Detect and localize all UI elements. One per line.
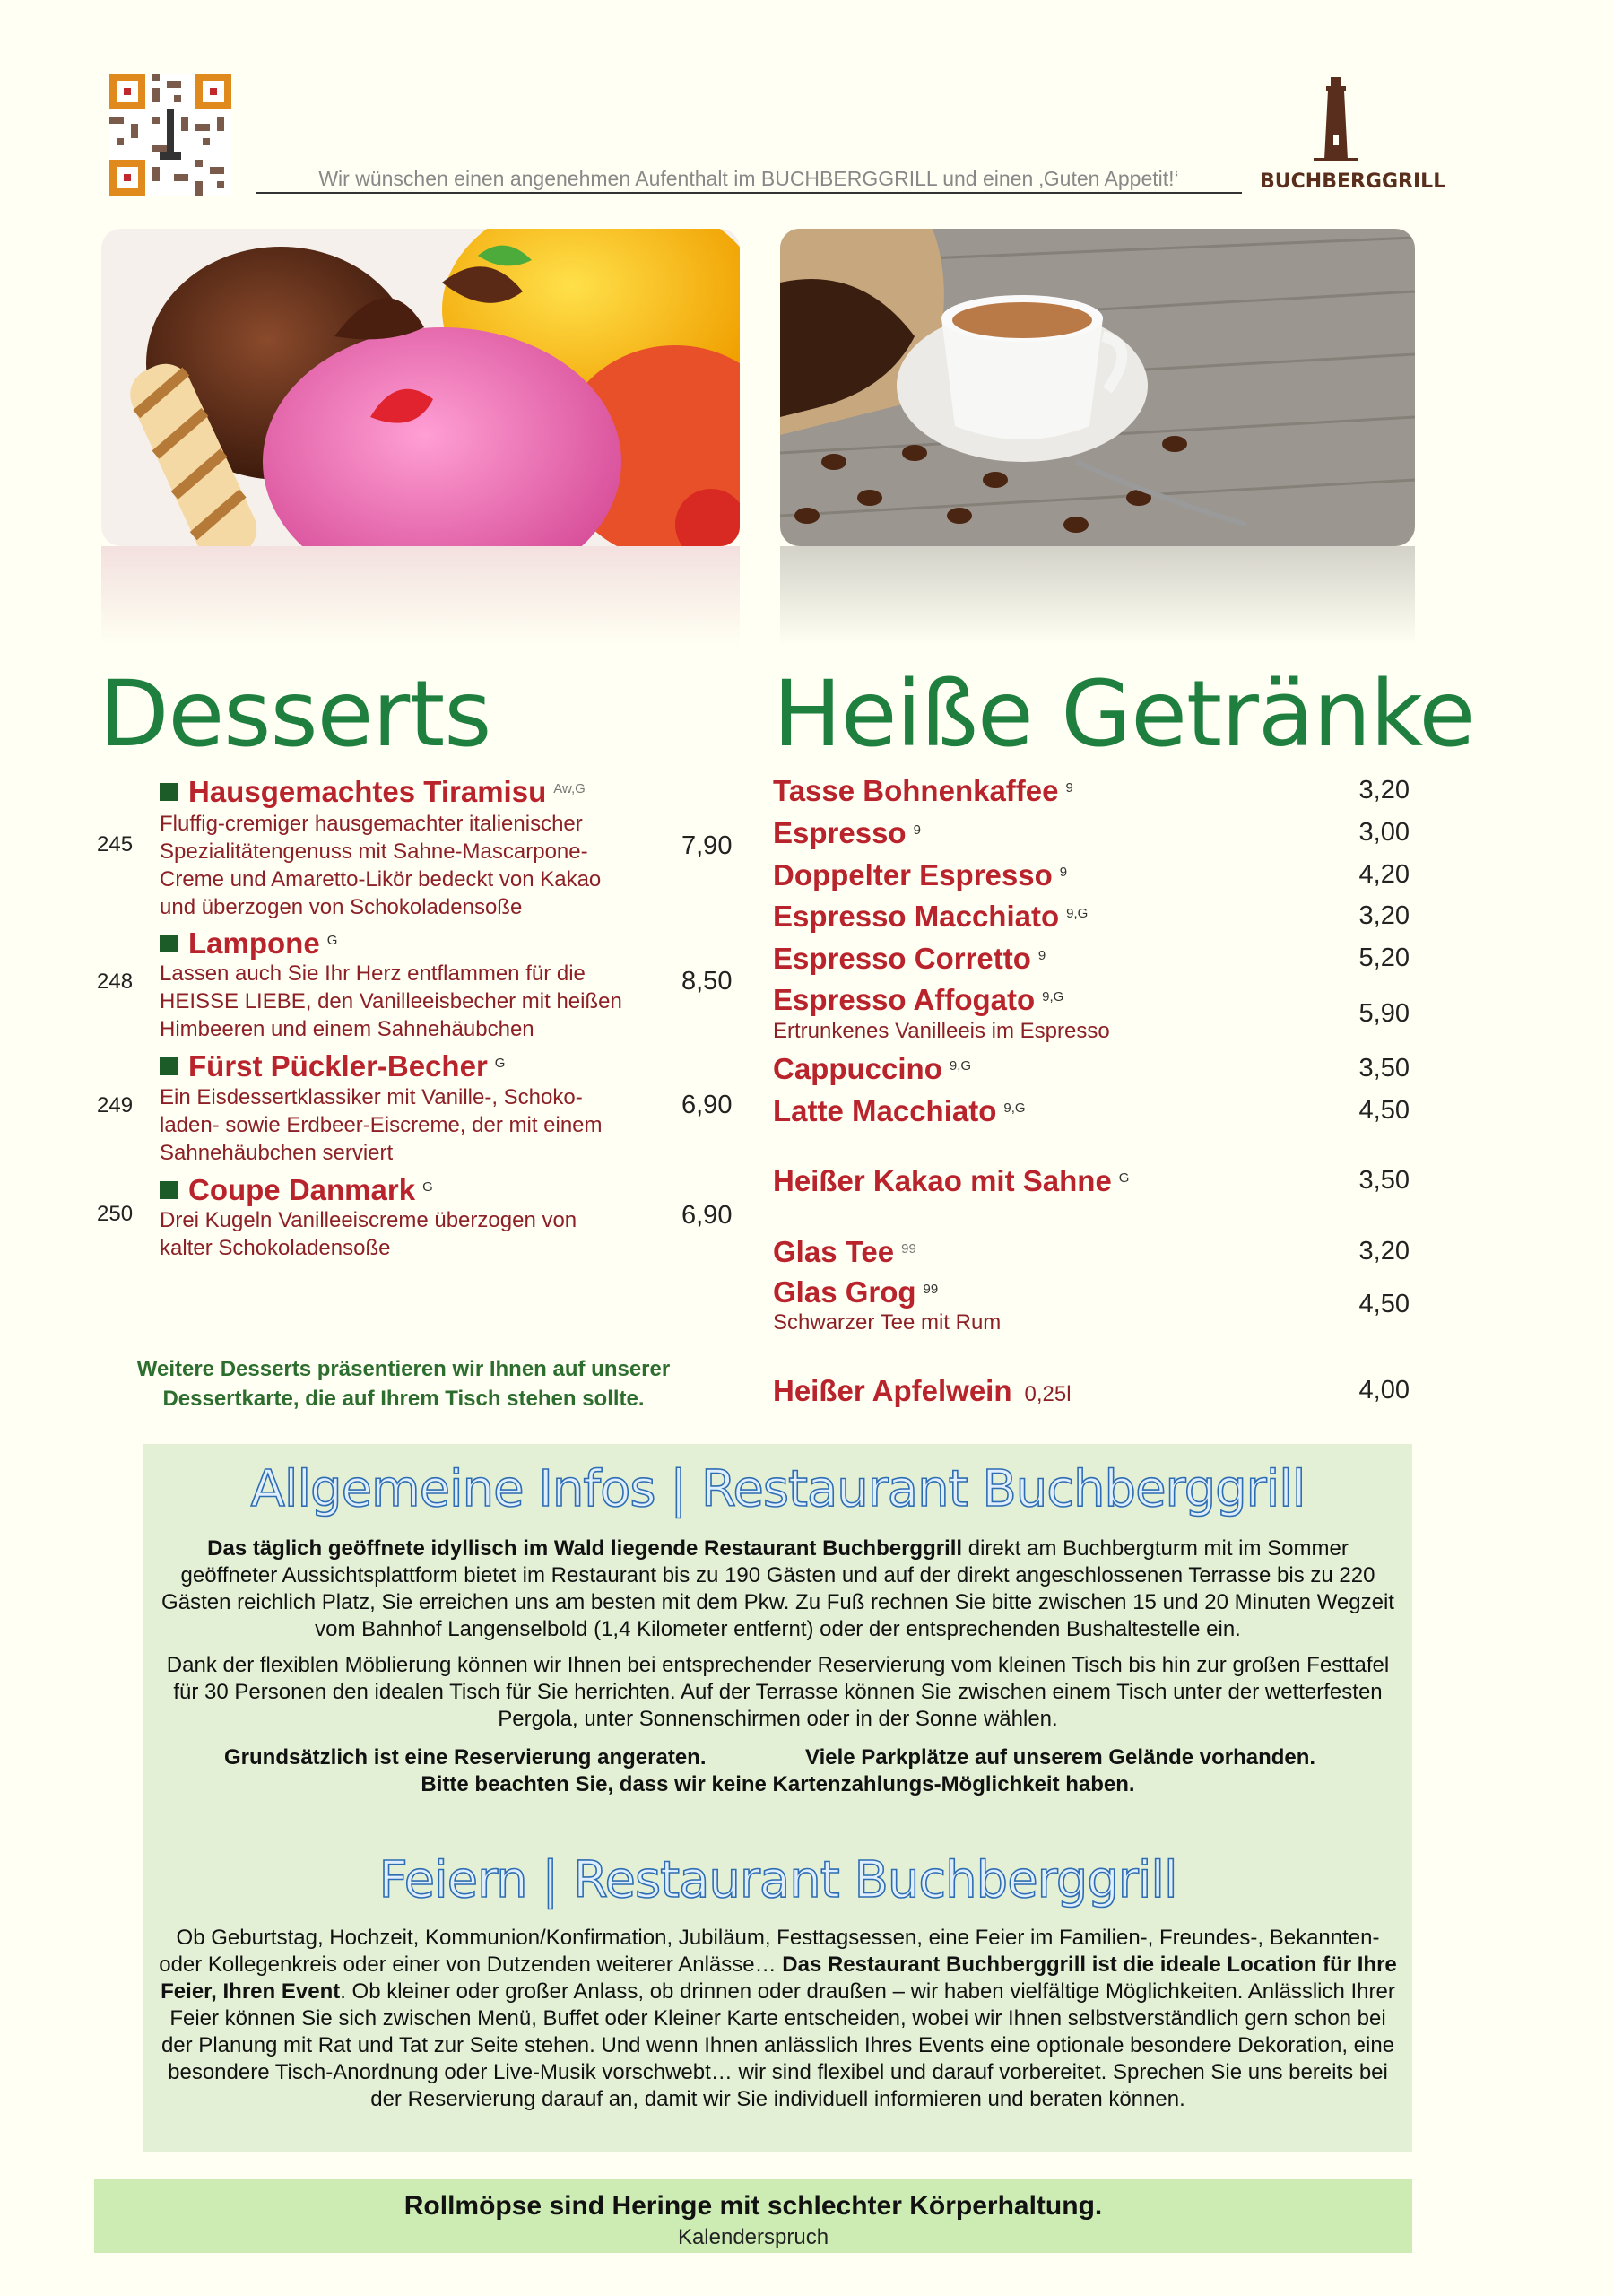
drink-name: Doppelter Espresso $^9$ [773,858,1068,891]
coffee-photo-reflection [780,546,1415,645]
allergen-codes: Aw,G [553,781,586,796]
info-title: Allgemeine Infos | Restaurant Buchberggrill [250,1460,1306,1518]
coffee-photo [780,229,1415,546]
drink-name: Cappuccino $^{9,G}$ [773,1052,972,1085]
allergen-codes: G [326,933,338,948]
tower-icon [1260,72,1412,166]
drink-price: 4,50 [1358,1096,1410,1125]
dessert-number: 249 [97,1093,134,1118]
drink-name: Latte Macchiato $^{9,G}$ [773,1094,1026,1127]
dessert-name: Lampone $^G$ [160,926,337,961]
quote-text: Rollmöpse sind Heringe mit schlechter Körperhaltung. [404,2191,1103,2221]
dessert-number: 250 [97,1202,134,1226]
drink-description: Schwarzer Tee mit Rum [773,1310,1002,1335]
drink-name: Espresso Affogato $^{9,G}$ [773,983,1064,1016]
feiern-title: Feiern | Restaurant Buchberggrill [378,1851,1177,1909]
drink-size: 0,25l [1024,1382,1072,1406]
dessert-name: Hausgemachtes Tiramisu $^{Aw,G}$ [160,775,586,809]
bullet-square-icon [160,1057,178,1075]
drink-description: Ertrunkenes Vanilleeis im Espresso [773,1019,1110,1043]
dessert-number: 245 [97,832,134,857]
ice-cream-photo [101,229,740,546]
info-paragraph-2: Dank der flexiblen Möblierung können wir Ihnen bei entsprechender Reservierung vom kleinen Tisch bis hin zur großen Festtafel für 30 Personen den idealen Tisch für Sie herrichten. Auf der Terrasse können Sie zwischen einem Tisch unter der wetterfesten Pergola, unter Sonnenschirmen oder in der Sonne wählen. [166,1653,1390,1731]
restaurant-logo [1260,72,1446,193]
drink-price: 3,20 [1358,776,1410,804]
feiern-paragraph: Ob Geburtstag, Hochzeit, Kommunion/Konfirmation, Jubiläum, Festtagsessen, eine Feier im Familien-, Freundes-, Bekannten- oder Kollegenkreis oder einer von Dutzenden weiterer Anlässe… Das Restaurant Buchberggrill ist die ideale Location für Ihre Feier, Ihren Event. Ob kleiner oder großer Anlass, ob drinnen oder draußen – wir haben vielfältige Möglichkeiten. Anlässlich Ihrer Feier können Sie sich zwischen Menü, Buffet oder Kleiner Karte entscheiden, wobei wir Ihnen selbstverständlich gern schon bei der Planung mit Rat und Tat zur Seite stehen. Und wenn Ihnen anlässlich Ihres Events eine optionale besondere Dekoration, eine besondere Tisch-Anordnung oder Live-Musik vorschwebt… wir sind flexibel und darauf vorbereitet. Sprechen Sie uns bereits bei der Reservierung darauf an, damit wir Sie individuell informieren und beraten können. [159,1926,1397,2111]
welcome-line: Wir wünschen einen angenehmen Aufenthalt im BUCHBERGGRILL und einen ‚Guten Appetit!‘ [256,165,1242,194]
drink-name: Heißer Apfelwein 0,25l [773,1374,1072,1407]
allergen-codes: G [494,1056,506,1071]
drink-price: 3,50 [1358,1166,1410,1195]
dessert-name: Coupe Danmark $^G$ [160,1173,433,1207]
bullet-square-icon [160,935,178,952]
info-paragraph-1: Das täglich geöffnete idyllisch im Wald liegende Restaurant Buchberggrill direkt am Buchbergturm mit im Sommer geöffneter Aussichtsplattform bietet im Restaurant bis zu 190 Gästen und auf der direkt angeschlossenen Terrasse bis zu 220 Gästen reichlich Platz, Sie erreichen uns am besten mit dem Pkw. Zu Fuß rechnen Sie bitte zwischen 15 und 20 Minuten Wegzeit vom Bahnhof Langenselbold (1,4 Kilometer entfernt) oder der entsprechenden Bushaltestelle ein. [161,1536,1394,1641]
drink-price: 3,20 [1358,1237,1410,1265]
dessert-description: Ein Eisdessertklassiker mit Vanille-, Schoko- laden- sowie Erdbeer-Eiscreme, der mit einem Sahnehäubchen serviert [160,1085,603,1165]
drinks-title: Heiße Getränke [773,661,1475,768]
logo-text: BUCHBERGGRILL [1260,170,1446,193]
dessert-price: 7,90 [681,831,733,860]
drink-price: 3,20 [1358,901,1410,930]
bullet-square-icon [160,783,178,801]
ice-cream-photo-reflection [101,546,740,645]
info-note-reservation: Grundsätzlich ist eine Reservierung angeraten. [224,1745,707,1770]
drink-name: Glas Tee $^{99}$ [773,1235,916,1268]
allergen-codes: G [422,1179,433,1195]
dessert-description: Drei Kugeln Vanilleeiscreme überzogen von kalter Schokoladensoße [160,1208,577,1260]
qr-code [109,74,231,196]
drink-price: 4,00 [1358,1376,1410,1405]
dessert-number: 248 [97,970,134,994]
drink-name: Heißer Kakao mit Sahne $^G$ [773,1164,1130,1197]
info-note-payment: Bitte beachten Sie, dass wir keine Kartenzahlungs-Möglichkeit haben. [421,1772,1135,1796]
drink-price: 4,20 [1358,860,1410,889]
dessert-description: Fluffig-cremiger hausgemachter italienischer Spezialitätengenuss mit Sahne-Mascarpone- Creme und Amaretto-Likör bedeckt von Kakao und überzogen von Schokoladensoße [160,812,602,919]
dessert-price: 6,90 [681,1201,733,1230]
drink-price: 3,00 [1358,818,1410,847]
bullet-square-icon [160,1181,178,1199]
drink-price: 5,90 [1358,999,1410,1028]
drink-price: 4,50 [1358,1290,1410,1318]
dessert-price: 6,90 [681,1091,733,1119]
drink-name: Espresso $^9$ [773,816,921,849]
desserts-title: Desserts [99,661,491,768]
quote-bar [94,2179,1412,2253]
quote-source: Kalenderspruch [677,2225,829,2249]
info-note-parking: Viele Parkplätze auf unserem Gelände vorhanden. [805,1745,1316,1770]
drink-name: Espresso Corretto $^9$ [773,942,1046,975]
dessert-name: Fürst Pückler-Becher $^G$ [160,1049,505,1083]
dessert-description: Lassen auch Sie Ihr Herz entflammen für die HEISSE LIEBE, den Vanilleeisbecher mit heißen Himbeeren und einem Sahnehäubchen [160,961,622,1041]
drink-name: Espresso Macchiato $^{9,G}$ [773,900,1089,933]
desserts-footnote: Weitere Desserts präsentieren wir Ihnen auf unserer Dessertkarte, die auf Ihrem Tisch stehen sollte. [136,1357,671,1411]
dessert-price: 8,50 [681,967,733,996]
drink-price: 5,20 [1358,944,1410,972]
drink-name: Tasse Bohnenkaffee $^9$ [773,774,1073,807]
drink-price: 3,50 [1358,1054,1410,1083]
drink-name: Glas Grog $^{99}$ [773,1275,939,1309]
